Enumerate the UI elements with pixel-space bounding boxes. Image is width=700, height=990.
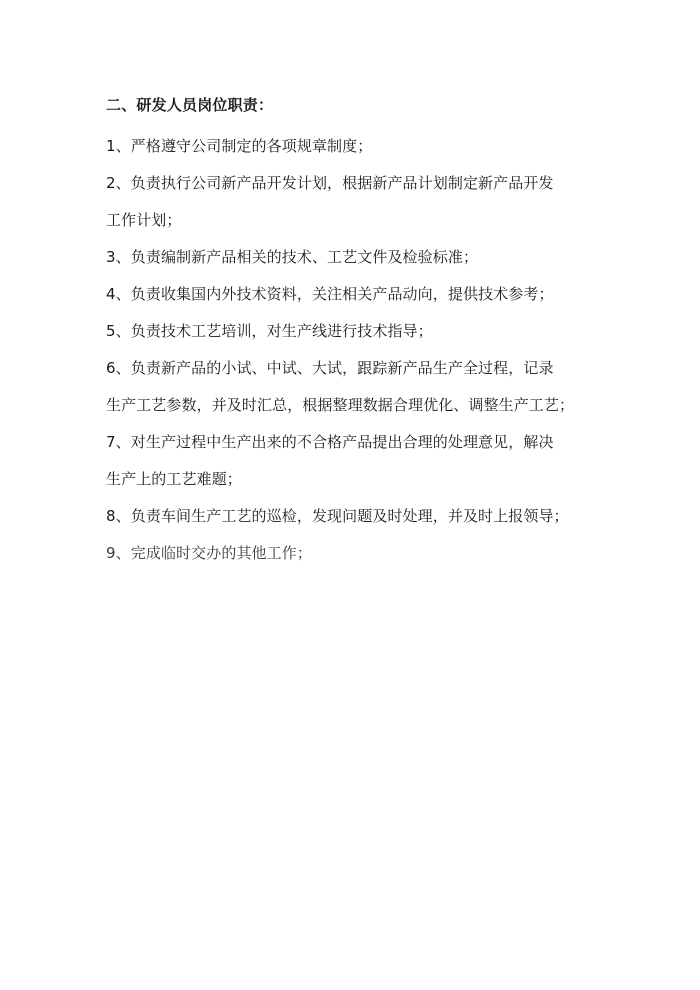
duty-line: 1、严格遵守公司制定的各项规章制度； (106, 137, 373, 155)
duty-line: 生产上的工艺难题； (106, 470, 242, 488)
duty-line: 8、负责车间生产工艺的巡检，发现问题及时处理，并及时上报领导； (106, 507, 569, 525)
duty-line: 5、负责技术工艺培训，对生产线进行技术指导； (106, 322, 433, 340)
duty-item-2 (106, 165, 606, 239)
duty-item-8 (106, 498, 606, 535)
duty-item-4 (106, 276, 606, 313)
duty-line: 3、负责编制新产品相关的技术、工艺文件及检验标准； (106, 248, 479, 266)
duty-item-3 (106, 239, 606, 276)
duty-line: 生产工艺参数，并及时汇总，根据整理数据合理优化、调整生产工艺； (106, 396, 575, 414)
duty-line: 4、负责收集国内外技术资料，关注相关产品动向，提供技术参考； (106, 285, 554, 303)
duty-item-9 (106, 535, 606, 572)
duty-item-6 (106, 350, 606, 424)
duty-line: 7、对生产过程中生产出来的不合格产品提出合理的处理意见，解决 (106, 433, 554, 451)
document-body (106, 92, 606, 572)
duty-item-1 (106, 128, 606, 165)
duty-line: 工作计划； (106, 211, 182, 229)
duty-item-7 (106, 424, 606, 498)
duty-item-5 (106, 313, 606, 350)
duty-line: 2、负责执行公司新产品开发计划，根据新产品计划制定新产品开发 (106, 174, 554, 192)
section-heading: 二、研发人员岗位职责： (106, 96, 274, 114)
duty-line: 9、完成临时交办的其他工作； (106, 544, 312, 562)
duty-line: 6、负责新产品的小试、中试、大试，跟踪新产品生产全过程，记录 (106, 359, 554, 377)
